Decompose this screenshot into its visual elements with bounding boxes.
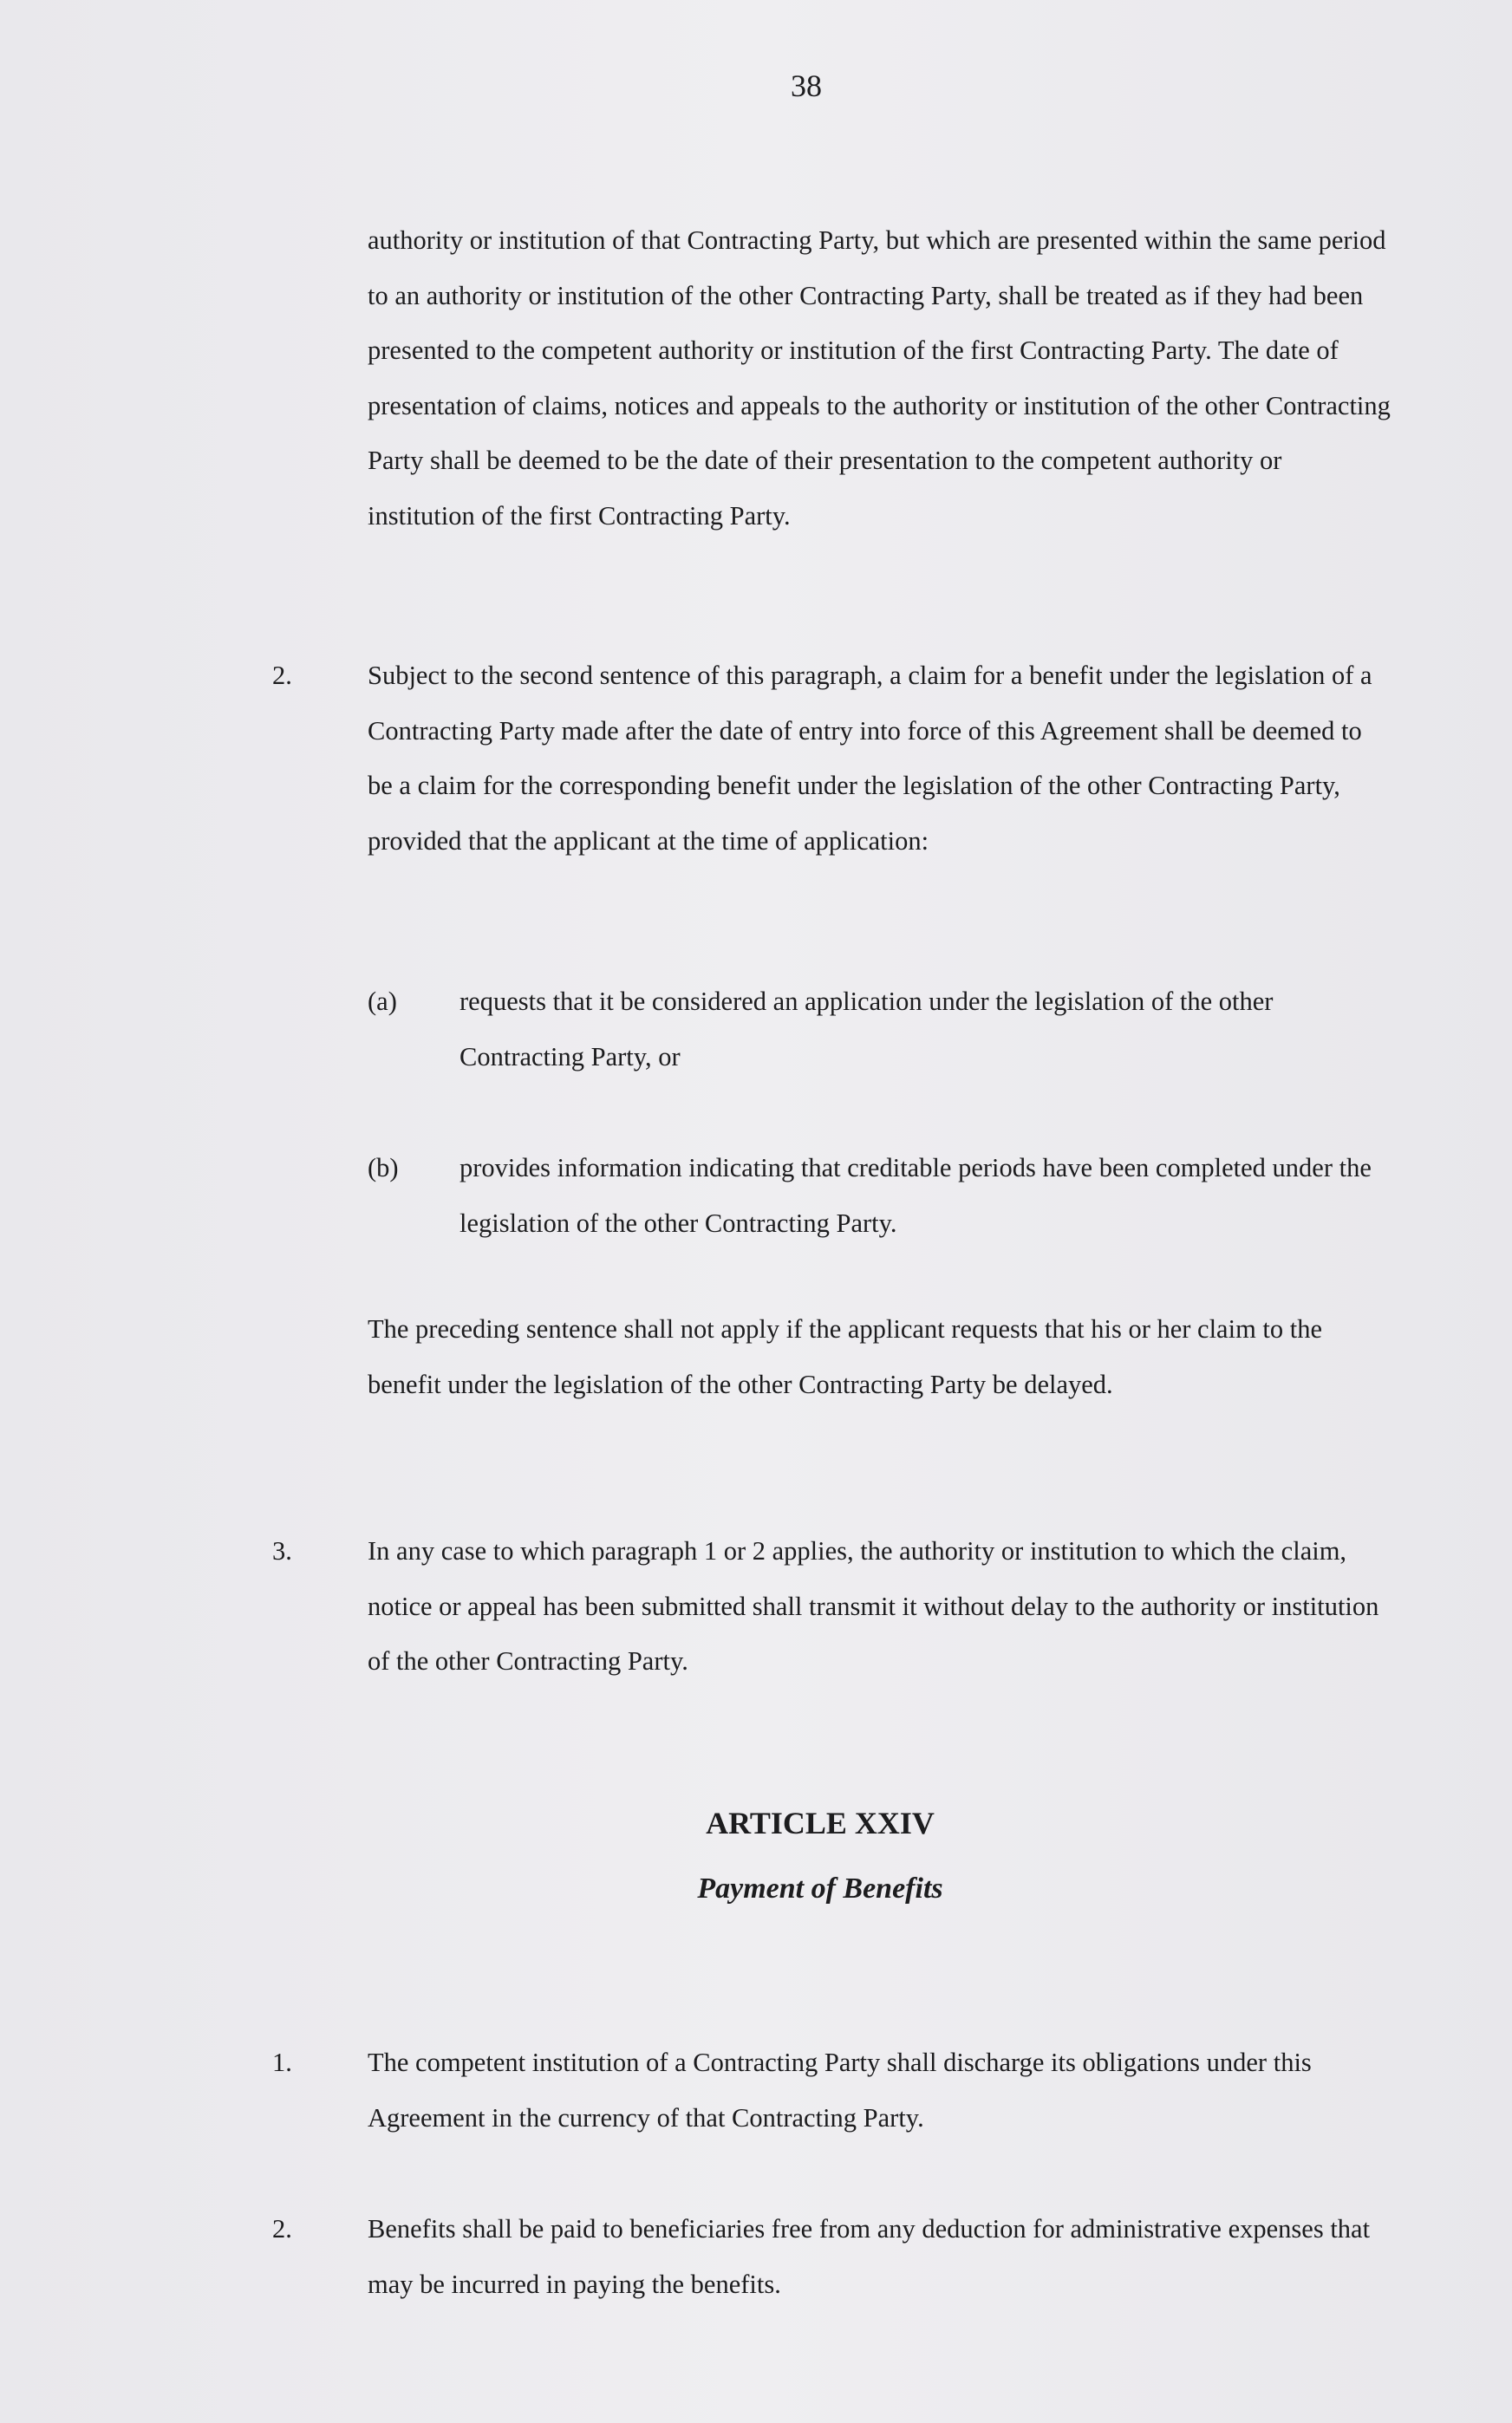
article-paragraph-2: [272, 2202, 1391, 2312]
paragraph-number: 2.: [272, 2214, 292, 2244]
paragraph-3: [272, 1524, 1391, 1690]
list-item-b: [368, 1141, 1391, 1251]
article-paragraph-1: [272, 2035, 1391, 2146]
paragraph-text: Subject to the second sentence of this paragraph, a claim for a benefit under the legislation of a Contracting Party made after the date of entry into force of this Agreement shall be deemed to be a claim for the corresponding benefit under the legislation of the other Contracting Party, provided that the applicant at the time of application:: [368, 661, 1372, 856]
article-title: ARTICLE XXIV: [706, 1806, 935, 1840]
list-item-a: [368, 974, 1391, 1084]
paragraph-text: The competent institution of a Contracting Party shall discharge its obligations under this Agreement in the currency of that Contracting Party.: [368, 2048, 1312, 2133]
paragraph-text: In any case to which paragraph 1 or 2 applies, the authority or institution to which the claim, notice or appeal has been submitted shall transmit it without delay to the authority or institution of the other Contracting Party.: [368, 1536, 1379, 1676]
paragraph-text: Benefits shall be paid to beneficiaries free from any deduction for administrative expenses that may be incurred in paying the benefits.: [368, 2214, 1371, 2299]
intro-paragraph: authority or institution of that Contracting Party, but which are presented within the same period to an authority or institution of the other Contracting Party, shall be treated as if they had been presented to the competent authority or institution of the first Contracting Party. The date of presentation of claims, notices and appeals to the authority or institution of the other Contracting Party shall be deemed to be the date of their presentation to the competent authority or institution of the first Contracting Party.: [368, 225, 1391, 531]
paragraph-number: 3.: [272, 1536, 292, 1566]
list-item-label: (b): [368, 1153, 399, 1182]
article-subtitle: Payment of Benefits: [697, 1873, 943, 1905]
paragraph-2: [272, 648, 1391, 869]
paragraph-2-closing: The preceding sentence shall not apply if the applicant requests that his or her claim to the benefit under the legislation of the other Contracting Party be delayed.: [368, 1314, 1323, 1399]
page-number: 38: [791, 68, 822, 103]
paragraph-number: 1.: [272, 2048, 292, 2077]
list-item-label: (a): [368, 987, 397, 1016]
list-item-text: provides information indicating that creditable periods have been completed under the legislation of the other Contracting Party.: [459, 1153, 1372, 1238]
paragraph-number: 2.: [272, 661, 292, 690]
list-item-text: requests that it be considered an application under the legislation of the other Contracting Party, or: [459, 987, 1274, 1071]
